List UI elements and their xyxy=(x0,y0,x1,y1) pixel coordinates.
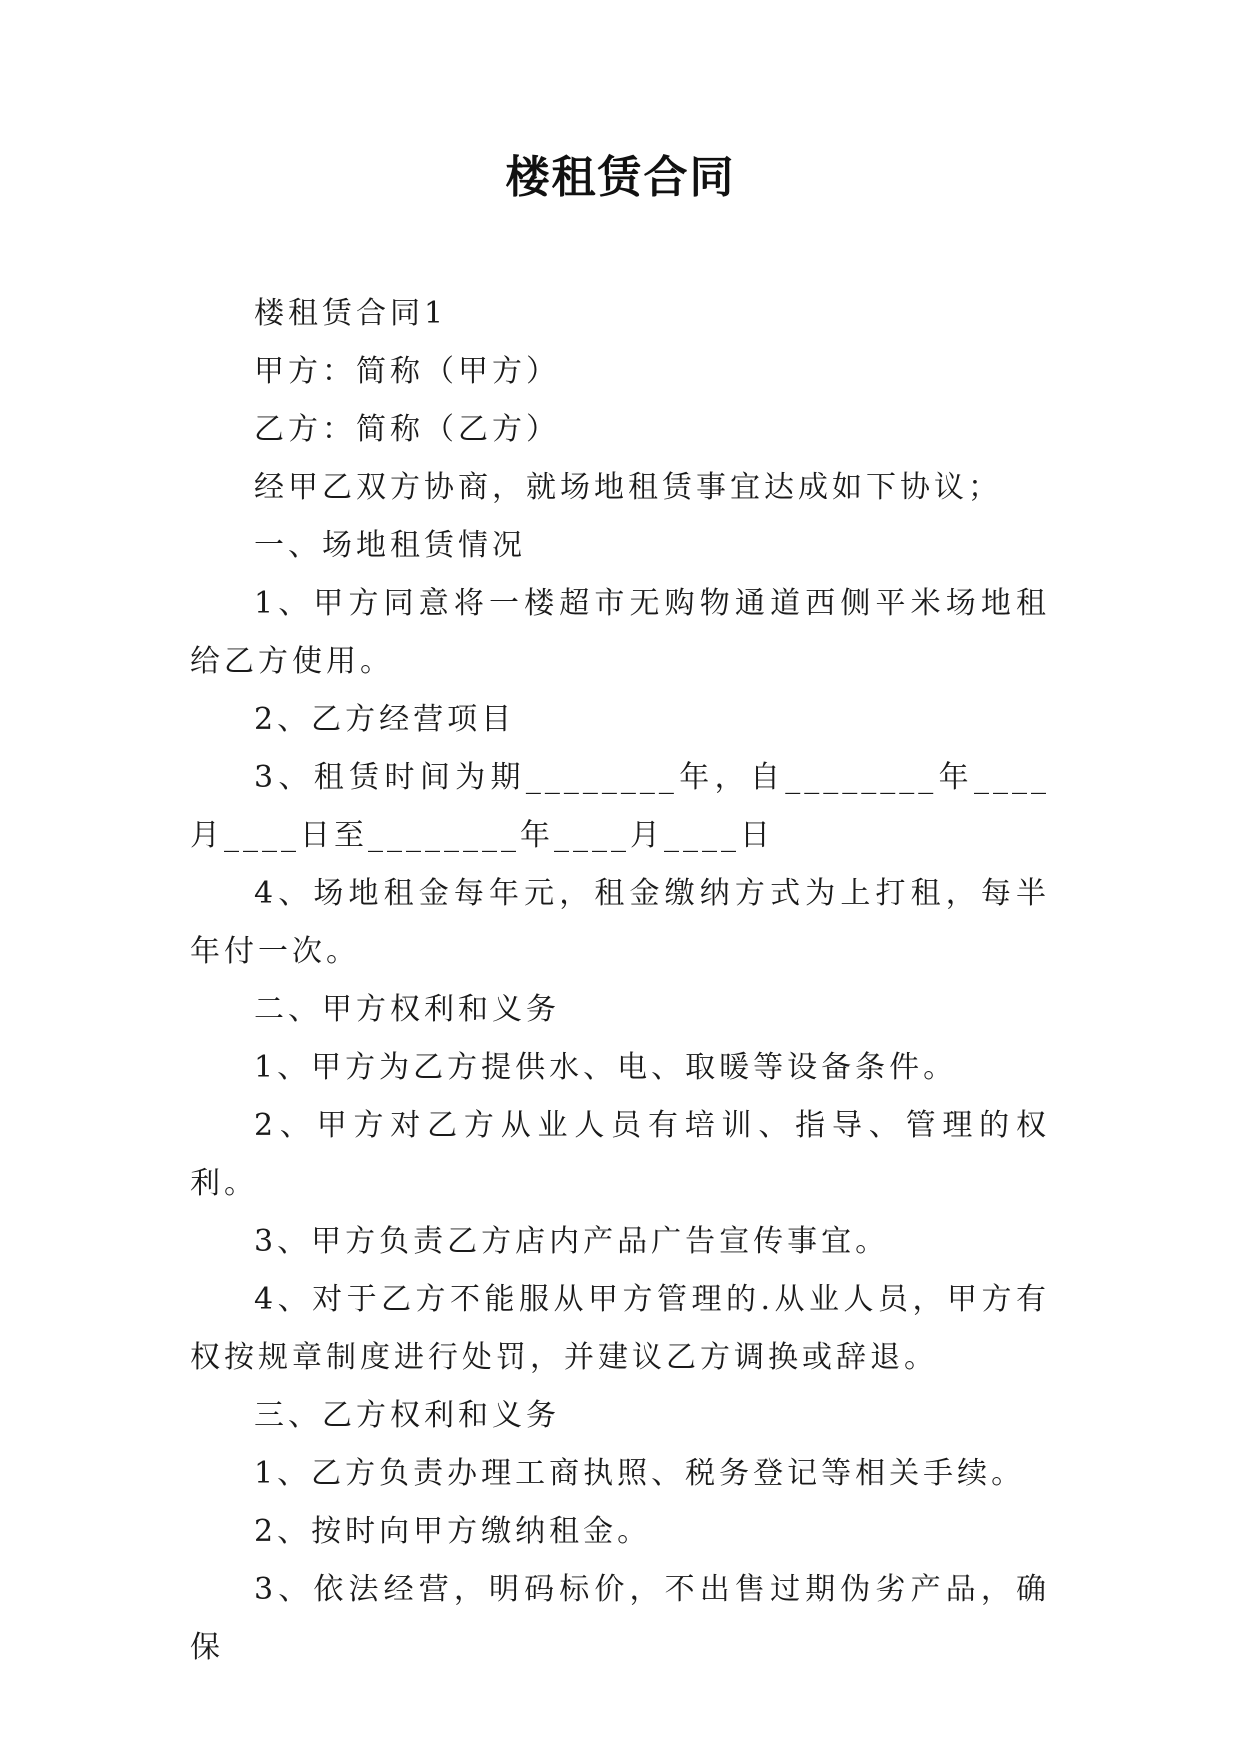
clause-2-4: 4、对于乙方不能服从甲方管理的.从业人员，甲方有权按规章制度进行处罚，并建议乙方调换或辞退。 xyxy=(190,1282,1050,1375)
clause-1-4: 4、场地租金每年元，租金缴纳方式为上打租，每半年付一次。 xyxy=(190,876,1050,969)
paragraph-intro: 经甲乙双方协商，就场地租赁事宜达成如下协议； xyxy=(254,470,1002,505)
paragraph-heading: 楼租赁合同1 xyxy=(254,296,448,331)
paragraph-party-b: 乙方：简称（乙方） xyxy=(254,412,560,447)
section-heading-3: 三、乙方权利和义务 xyxy=(254,1398,560,1433)
clause-2-1: 1、甲方为乙方提供水、电、取暖等设备条件。 xyxy=(254,1050,958,1085)
clause-2-2: 2、甲方对乙方从业人员有培训、指导、管理的权利。 xyxy=(190,1108,1050,1201)
clause-1-2: 2、乙方经营项目 xyxy=(254,702,516,737)
clause-3-2: 2、按时向甲方缴纳租金。 xyxy=(254,1514,652,1549)
clause-1-1: 1、甲方同意将一楼超市无购物通道西侧平米场地租给乙方使用。 xyxy=(190,586,1050,679)
document-title: 楼租赁合同 xyxy=(505,152,736,203)
clause-3-3: 3、依法经营，明码标价，不出售过期伪劣产品，确保 xyxy=(190,1572,1050,1665)
section-heading-2: 二、甲方权利和义务 xyxy=(254,992,560,1027)
section-heading-1: 一、场地租赁情况 xyxy=(254,528,526,563)
clause-1-3: 3、租赁时间为期________年，自________年____月____日至________年____月____日 xyxy=(190,760,1050,853)
clause-2-3: 3、甲方负责乙方店内产品广告宣传事宜。 xyxy=(254,1224,890,1259)
clause-3-1: 1、乙方负责办理工商执照、税务登记等相关手续。 xyxy=(254,1456,1026,1491)
paragraph-party-a: 甲方：简称（甲方） xyxy=(254,354,560,389)
document-body xyxy=(190,285,1050,1677)
